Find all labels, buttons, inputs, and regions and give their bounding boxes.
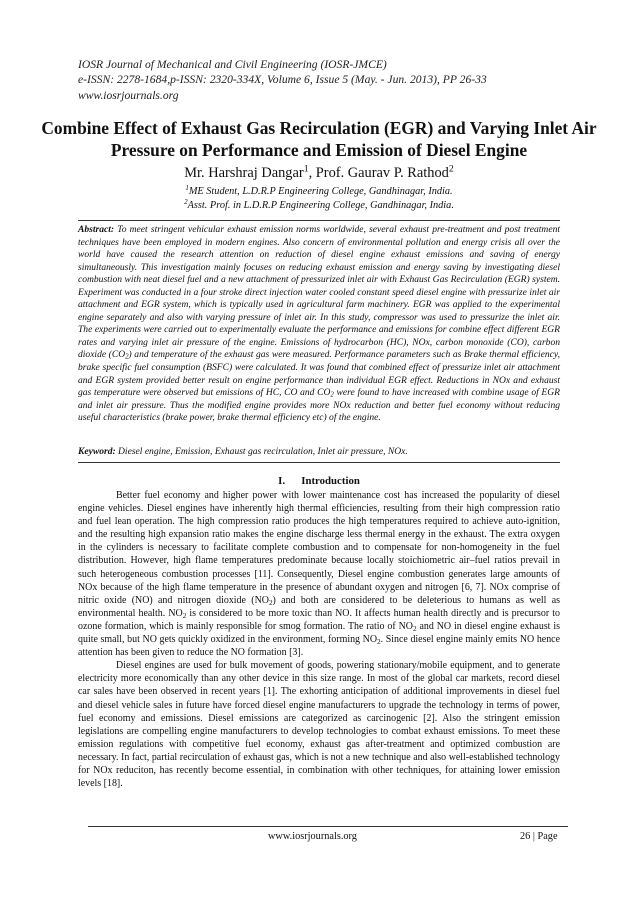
author-name: Mr. Harshraj Dangar <box>184 165 304 181</box>
abstract-text: To meet stringent vehicular exhaust emission norms worldwide, several exhaust pre-treatment and post treatment techniques have been employed in modern engines. Also concern of environmental pollution and energy crisis all over the world have caused the research attention on reduction of diesel engine exhaust emissions and saving of energy simultaneously. This investigation mainly focuses on reducing exhaust emission and energy saving by investigating diesel combustion with neat diesel fuel and a new attachment of pressurized inlet air with Exhaust Gas Recirculation (EGR) system. Experiment was conducted in a four stroke direct injection water cooled constant speed diesel engine with pressurize inlet air attachment and EGR system, which is typically used in agricultural farm machinery. EGR was applied to the experimental engine separately and also with varying pressure of inlet air. In this study, compressor was used to pressurize the inlet air. The experiments were carried out to experimentally evaluate the performance and emissions for combine effect different EGR rates and varying inlet air pressure of the engine. Emissions of hydrocarbon (HC), NOx, carbon monoxide (CO), carbon dioxide (CO <box>78 224 560 361</box>
author-separator: , <box>308 165 316 181</box>
subscript: 2 <box>330 391 334 399</box>
subscript: 2 <box>412 624 417 633</box>
author-affiliation-mark: 1 <box>303 163 309 175</box>
divider <box>78 220 560 221</box>
author-name: Prof. Gaurav P. Rathod <box>315 165 449 181</box>
affiliation-mark: 2 <box>184 198 188 207</box>
journal-issn-volume: e-ISSN: 2278-1684,p-ISSN: 2320-334X, Volume 6, Issue 5 (May. - Jun. 2013), PP 26-33 <box>78 73 487 87</box>
paragraph-text: is considered to be more toxic than NO. It affects human health directly and is precursor to ozone formation, which is mainly responsible for smog formation. The ratio of NO <box>78 607 560 632</box>
paragraph-text: ) and both are considered to be deleterious to humans as well as environmental health. NO <box>78 594 560 619</box>
journal-header <box>78 57 578 103</box>
affiliation-text: Asst. Prof. in L.D.R.P Engineering College, Gandhinagar, India. <box>187 200 454 211</box>
footer-divider <box>88 826 568 827</box>
subscript: 2 <box>377 637 381 646</box>
author-line <box>0 164 638 182</box>
journal-website: www.iosrjournals.org <box>78 88 179 102</box>
section-number: I. <box>278 475 286 487</box>
paragraph-text: . Since diesel engine mainly emits NO hence attention has been given to reduce the NO formation [3]. <box>78 634 560 659</box>
author-affiliation-mark: 2 <box>448 163 454 175</box>
paragraph <box>78 489 560 659</box>
divider <box>78 462 560 463</box>
abstract-text: ) and temperature of the exhaust gas were measured. Performance parameters such as Brake thermal efficiency, brake specific fuel consumption (BSFC) were calculated. It was found that combined effect of pressurize inlet air attachment and EGR system provided better result on engine performance than individual EGR effect. Reductions in NOx and exhaust gas temperature were observed but emissions of HC, CO and CO <box>78 349 560 399</box>
abstract <box>78 224 560 425</box>
section-heading <box>0 475 638 488</box>
footer-website: www.iosrjournals.org <box>268 831 357 842</box>
affiliation <box>0 186 638 198</box>
introduction-body <box>78 489 560 790</box>
abstract-label: Abstract: <box>78 224 115 235</box>
paragraph: Diesel engines are used for bulk movement of goods, powering stationary/mobile equipment, and to generate electricity more economically than any other device in this size range. In most of the global car markets, record diesel car sales have been observed in recent years [1]. The exhorting anticipation of additional improvements in diesel fuel and diesel vehicle sales in future have forced diesel engine manufacturers to upgrade the technology in terms of power, fuel economy and emissions. Diesel emissions are categorized as carcinogenic [2]. Also the stringent emission legislations are compelling engine manufacturers to develop technologies to combat exhaust emissions. To meet these emission regulations with competitive fuel economy, exhaust gas after-treatment and optimized combustion are necessary. In fact, partial recirculation of exhaust gas, which is not a new technique and also well-established technology for NOx reduciton, has recently become essential, in combination with other techniques, for attaining lower emission levels [18]. <box>78 660 560 790</box>
journal-name: IOSR Journal of Mechanical and Civil Engineering (IOSR-JMCE) <box>78 58 387 71</box>
affiliation-text: ME Student, L.D.R.P Engineering College, Gandhinagar, India. <box>188 186 453 197</box>
keywords-text: Diesel engine, Emission, Exhaust gas recirculation, Inlet air pressure, NOx. <box>115 446 408 457</box>
abstract-text: were found to have increased with combine usage of EGR and inlet air pressure. Thus the modified engine provides more NOx reduction and better fuel economy without reducing useful characteristics (brake power, brake thermal efficiency etc) of the engine. <box>78 387 560 424</box>
keywords-label: Keyword: <box>78 446 116 457</box>
subscript: 2 <box>268 598 273 607</box>
paragraph-text: Better fuel economy and higher power with lower maintenance cost has increased the popularity of diesel engine vehicles. Diesel engines have inherently high thermal efficiencies, resulting from their high compression ratio and fuel lean operation. The high compression ratio produces the high temperatures required to achieve auto-ignition, and the resulting high expansion ratio makes the engine discharge less thermal energy in the exhaust. The extra oxygen in the cylinders is necessary to facilitate complete combustion and to compensate for non-homogeneity in the fuel distribution. However, high flame temperatures predominate because locally stoichiometric air–fuel ratios prevail in such heterogeneous combustion processes [11]. Consequently, Diesel engine combustion generates large amounts of NOx because of the high flame temperature in the presence of abundant oxygen and nitrogen [6, 7]. NOx comprise of nitric oxide (NO) and nitrogen dioxide (NO <box>78 490 560 606</box>
affiliation-mark: 1 <box>185 184 189 193</box>
page-number: 26 | Page <box>520 831 558 842</box>
subscript: 2 <box>182 611 187 620</box>
section-title: Introduction <box>301 475 360 487</box>
paragraph-text: and NO in diesel engine exhaust is quite small, but NO gets quickly oxidized in the environment, forming NO <box>78 620 560 646</box>
paper-title: Combine Effect of Exhaust Gas Recirculation (EGR) and Varying Inlet Air Pressure on Performance and Emission of Diesel Engine <box>41 118 597 160</box>
keywords <box>78 446 560 459</box>
subscript: 2 <box>125 354 129 362</box>
affiliation <box>0 200 638 212</box>
